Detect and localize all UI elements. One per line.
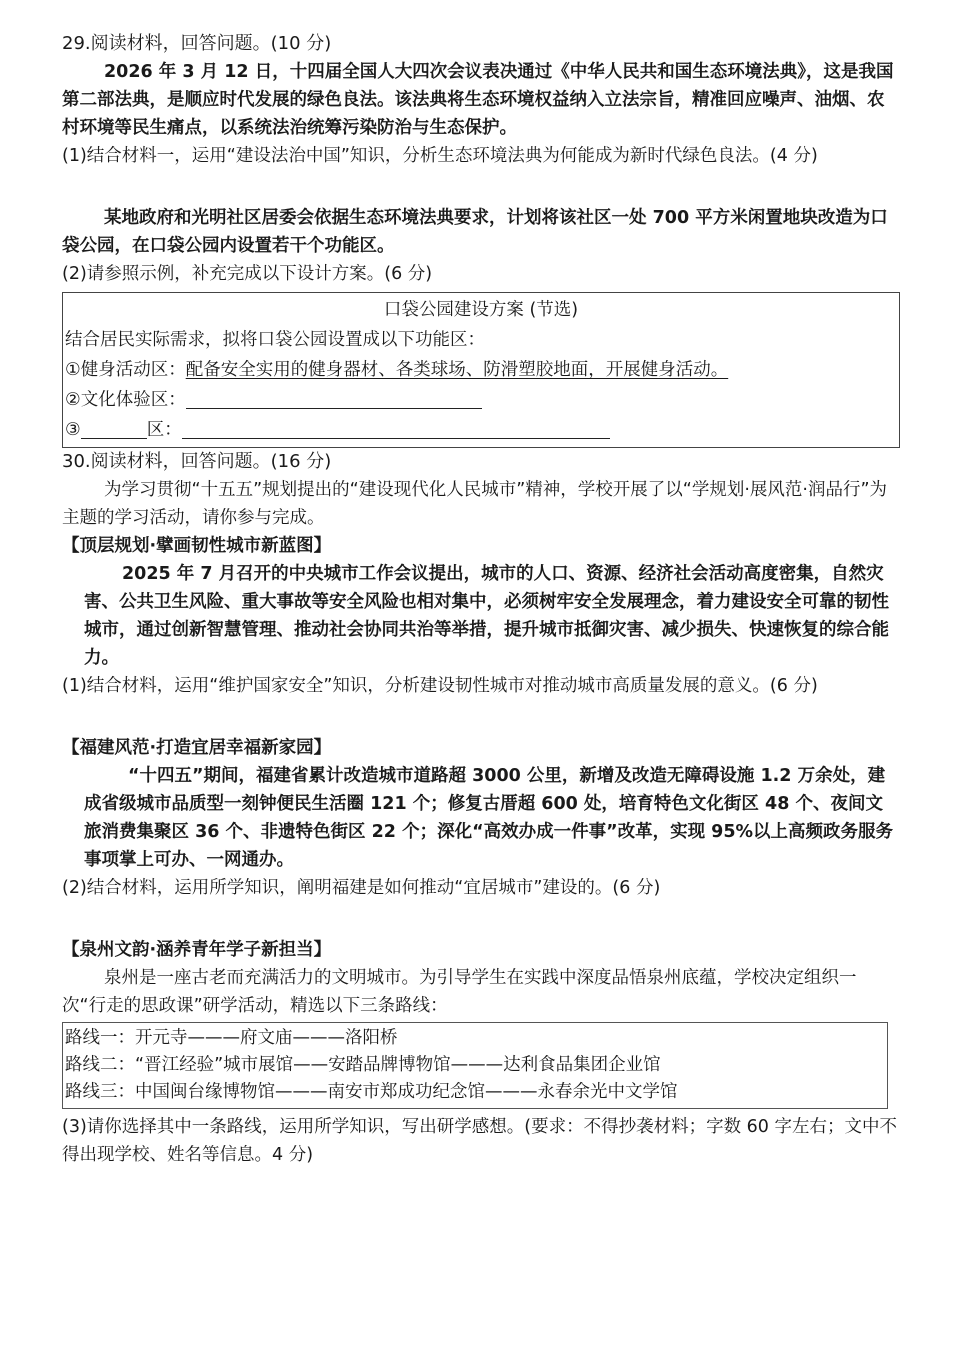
plan-item-third bbox=[65, 415, 897, 445]
answer-blank-zone-name[interactable] bbox=[81, 418, 147, 439]
plan-item-culture bbox=[65, 385, 897, 415]
q30-sub-question-1: (1)结合材料，运用“维护国家安全”知识，分析建设韧性城市对推动城市高质量发展的意义。(6 分) bbox=[62, 676, 818, 696]
answer-blank-culture[interactable] bbox=[186, 388, 482, 409]
plan-item-fitness-example: 配备安全实用的健身器材、各类球场、防滑塑胶地面，开展健身活动。 bbox=[185, 360, 729, 380]
q30-sub-question-3: (3)请你选择其中一条路线，运用所学知识，写出研学感想。(要求：不得抄袭材料；字数 60 字左右；文中不得出现学校、姓名等信息。4 分) bbox=[62, 1117, 898, 1165]
q30-sub-question-2: (2)结合材料，运用所学知识，阐明福建是如何推动“宜居城市”建设的。(6 分) bbox=[62, 878, 661, 898]
q30-intro: 为学习贯彻“十五五”规划提出的“建设现代化人民城市”精神，学校开展了以“学规划·展风范·润品行”为主题的学习活动，请你参与完成。 bbox=[62, 480, 888, 528]
q30-section-3-material: 泉州是一座古老而充满活力的文明城市。为引导学生在实践中深度品悟泉州底蕴，学校决定组织一次“行走的思政课”研学活动，精选以下三条路线： bbox=[62, 968, 857, 1016]
q29-sub-question-1: (1)结合材料一，运用“建设法治中国”知识，分析生态环境法典为何能成为新时代绿色良法。(4 分) bbox=[62, 146, 818, 166]
q29-material-2: 某地政府和光明社区居委会依据生态环境法典要求，计划将该社区一处 700 平方米闲置地块改造为口袋公园，在口袋公园内设置若干个功能区。 bbox=[62, 208, 888, 256]
exam-page bbox=[62, 30, 900, 1169]
plan-item-third-prefix: ③ bbox=[65, 420, 81, 440]
q29-material-1: 2026 年 3 月 12 日，十四届全国人大四次会议表决通过《中华人民共和国生态环境法典》，这是我国第二部法典，是顺应时代发展的绿色良法。该法典将生态环境权益纳入立法宗旨，精准回应噪声、油烟、农村环境等民生痛点，以系统法治统筹污染防治与生态保护。 bbox=[62, 62, 894, 138]
design-plan-intro: 结合居民实际需求，拟将口袋公园设置成以下功能区： bbox=[65, 330, 485, 350]
plan-item-fitness-label: ①健身活动区： bbox=[65, 360, 186, 380]
route-list-box bbox=[62, 1022, 888, 1109]
plan-item-third-suffix: 区： bbox=[146, 420, 182, 440]
question-29-title: 29.阅读材料，回答问题。(10 分) bbox=[62, 33, 332, 54]
q30-section-3-heading: 【泉州文韵·涵养青年学子新担当】 bbox=[62, 940, 332, 960]
q30-section-1-heading: 【顶层规划·擘画韧性城市新蓝图】 bbox=[62, 536, 332, 556]
design-plan-title: 口袋公园建设方案 (节选) bbox=[383, 300, 579, 320]
route-option-1: 路线一：开元寺———府文庙———洛阳桥 bbox=[65, 1028, 398, 1048]
q29-sub-question-2: (2)请参照示例，补充完成以下设计方案。(6 分) bbox=[62, 264, 433, 284]
answer-blank-zone-desc[interactable] bbox=[182, 418, 610, 439]
plan-item-culture-label: ②文化体验区： bbox=[65, 390, 186, 410]
plan-item-fitness bbox=[65, 355, 897, 385]
q30-section-2-material: “十四五”期间，福建省累计改造城市道路超 3000 公里，新增及改造无障碍设施 1.2 万余处，建成省级城市品质型一刻钟便民生活圈 121 个；修复古厝超 600 处，培育特色文化街区 48 个、夜间文旅消费集聚区 36 个、非遗特色街区 22 个；深化“高效办成一件事”改革，实现 95%以上高频政务服务事项掌上可办、一网通办。 bbox=[84, 766, 894, 870]
route-option-2: 路线二：“晋江经验”城市展馆——安踏品牌博物馆———达利食品集团企业馆 bbox=[65, 1055, 661, 1075]
q30-section-2-heading: 【福建风范·打造宜居幸福新家园】 bbox=[62, 738, 332, 758]
question-30-title: 30.阅读材料，回答问题。(16 分) bbox=[62, 451, 332, 472]
route-option-3: 路线三：中国闽台缘博物馆———南安市郑成功纪念馆———永春余光中文学馆 bbox=[65, 1082, 678, 1102]
design-plan-box bbox=[62, 292, 900, 448]
q30-section-1-material: 2025 年 7 月召开的中央城市工作会议提出，城市的人口、资源、经济社会活动高度密集，自然灾害、公共卫生风险、重大事故等安全风险也相对集中，必须树牢安全发展理念，着力建设安全可靠的韧性城市，通过创新智慧管理、推动社会协同共治等举措，提升城市抵御灾害、减少损失、快速恢复的综合能力。 bbox=[84, 564, 889, 668]
